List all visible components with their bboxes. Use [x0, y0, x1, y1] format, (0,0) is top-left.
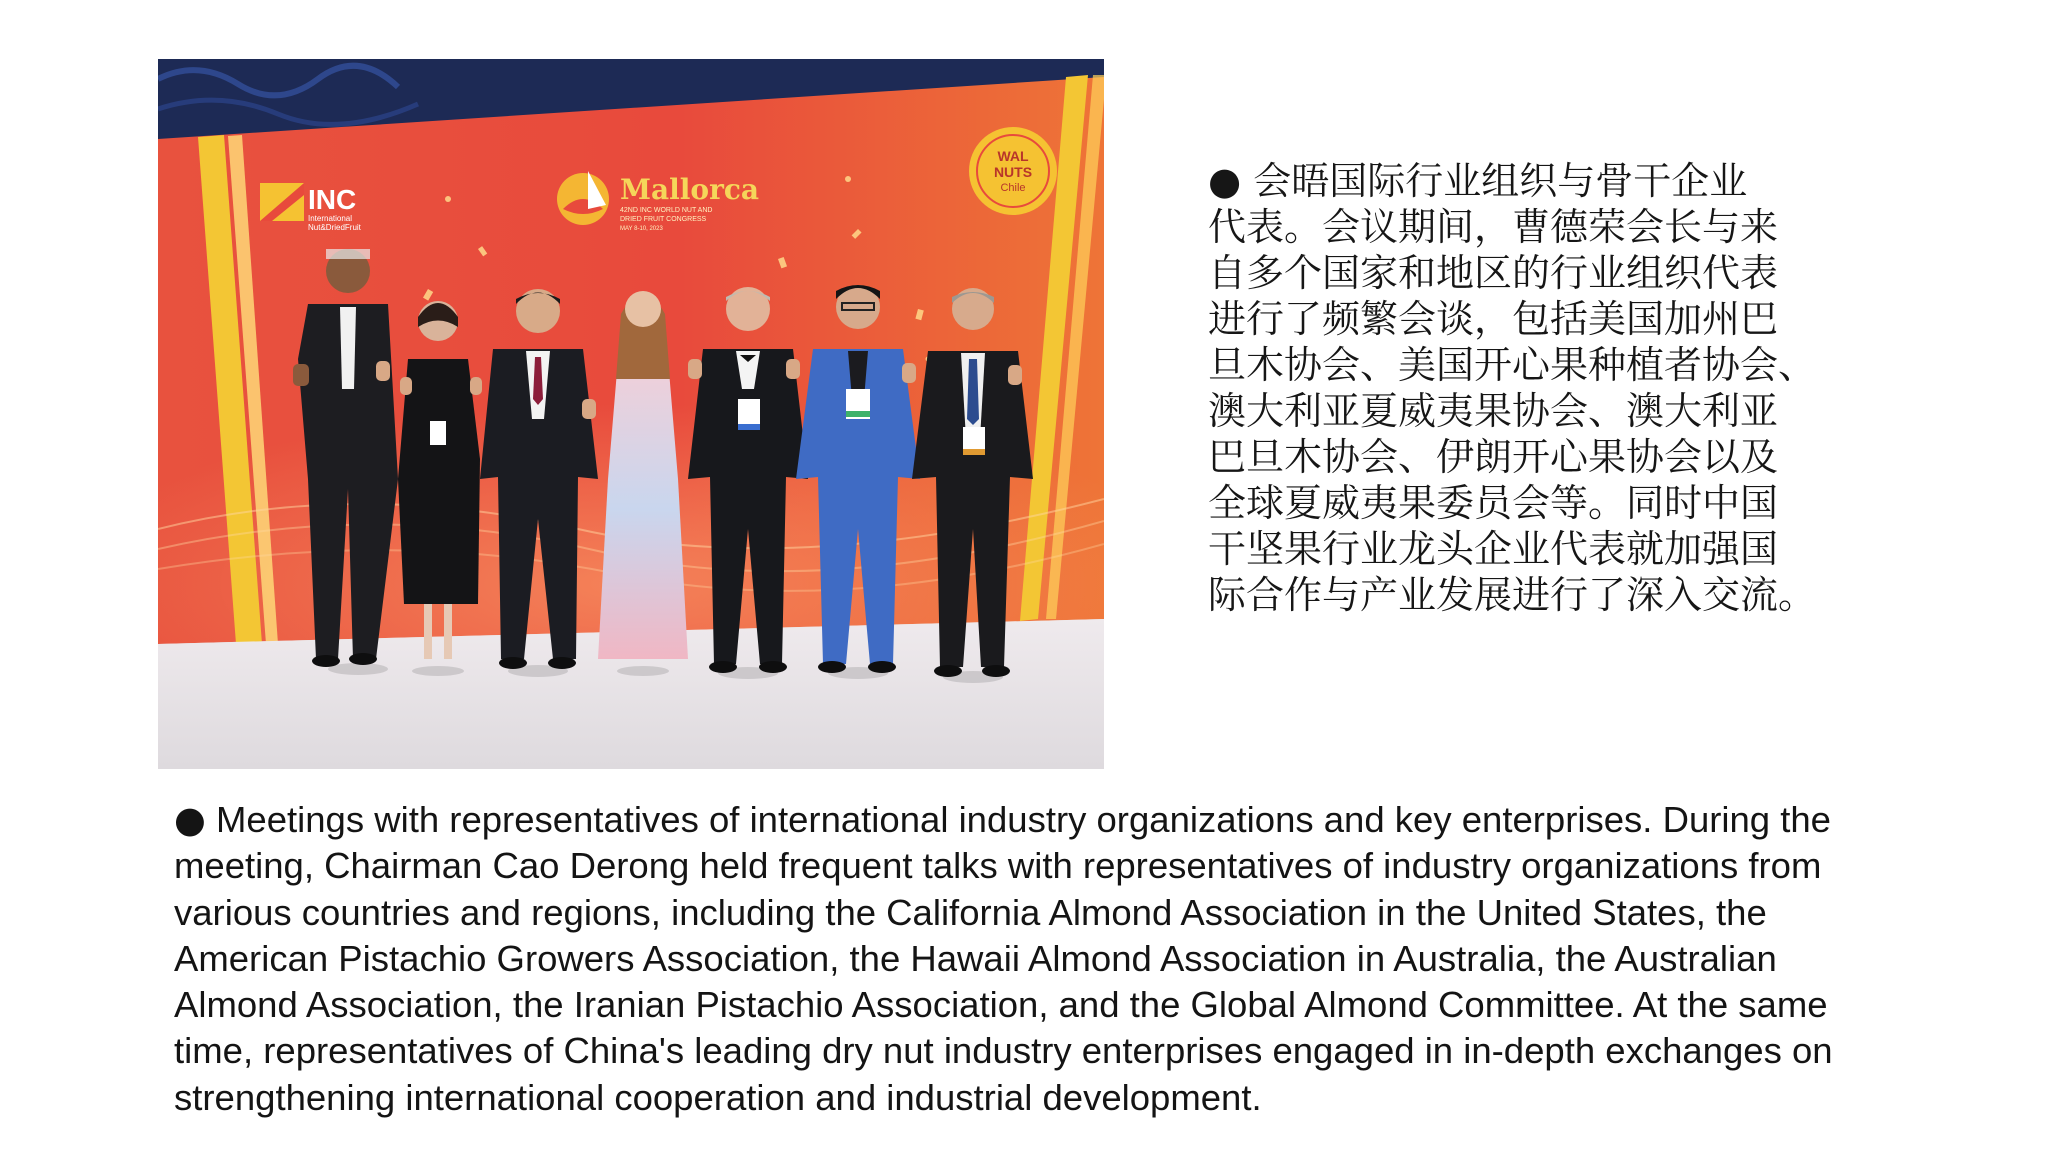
chinese-line-3: 自多个国家和地区的行业组织代表	[1208, 251, 1779, 295]
inc-logo-subtitle-1: International	[308, 214, 353, 223]
chinese-line-10: 际合作与产业发展进行了深入交流。	[1208, 573, 1817, 617]
chinese-line-8: 全球夏威夷果委员会等。同时中国	[1208, 481, 1779, 525]
english-line-2: meeting, Chairman Cao Derong held frequent talks with representatives of industry organizations from	[174, 845, 1822, 887]
chinese-line-2: 代表。会议期间，曹德荣会长与来	[1208, 205, 1779, 249]
english-line-3: various countries and regions, including the California Almond Association in the United States, the	[174, 891, 1767, 933]
chinese-paragraph	[1208, 158, 1868, 618]
inc-logo-title: INC	[308, 184, 357, 215]
english-paragraph	[174, 797, 1974, 1121]
english-line-6: time, representatives of China's leading dry nut industry enterprises engaged in in-depth exchanges on	[174, 1030, 1833, 1072]
english-line-7: strengthening international cooperation and industrial development.	[174, 1076, 1262, 1118]
mallorca-logo-title: Mallorca	[620, 173, 760, 206]
chinese-line-4: 进行了频繁会谈，包括美国加州巴	[1208, 297, 1779, 341]
mallorca-logo-sub-2: DRIED FRUIT CONGRESS	[620, 216, 707, 223]
chinese-line-9: 干坚果行业龙头企业代表就加强国	[1208, 527, 1779, 571]
english-line-1	[174, 797, 1974, 843]
chinese-line-1	[1208, 158, 1868, 204]
english-bullet: ●	[174, 798, 206, 841]
walnuts-chile-logo	[969, 127, 1057, 215]
english-line-5: Almond Association, the Iranian Pistachio Association, and the Global Almond Committee. At the same	[174, 984, 1828, 1026]
chinese-line-7: 巴旦木协会、伊朗开心果协会以及	[1208, 435, 1779, 479]
walnuts-logo-line-1: WAL	[997, 148, 1029, 164]
chinese-line-6: 澳大利亚夏威夷果协会、澳大利亚	[1208, 389, 1779, 433]
chinese-line-5: 旦木协会、美国开心果种植者协会、	[1208, 343, 1817, 387]
chinese-bullet: ●	[1208, 159, 1242, 203]
walnuts-logo-line-3: Chile	[1000, 182, 1026, 194]
walnuts-logo-line-2: NUTS	[993, 164, 1033, 180]
inc-logo-subtitle-2: Nut&DriedFruit	[308, 223, 361, 232]
group-photo-illustration	[158, 59, 1104, 769]
chinese-line-1-text: 会晤国际行业组织与骨干企业	[1241, 159, 1748, 203]
group-photo	[158, 59, 1104, 769]
mallorca-logo-sub-1: 42ND INC WORLD NUT AND	[620, 207, 713, 214]
mallorca-logo-sub-3: MAY 8-10, 2023	[620, 226, 663, 232]
english-line-4: American Pistachio Growers Association, the Hawaii Almond Association in Australia, the Australian	[174, 937, 1777, 979]
english-line-1-text: Meetings with representatives of international industry organizations and key enterprises. During the	[205, 799, 1831, 840]
